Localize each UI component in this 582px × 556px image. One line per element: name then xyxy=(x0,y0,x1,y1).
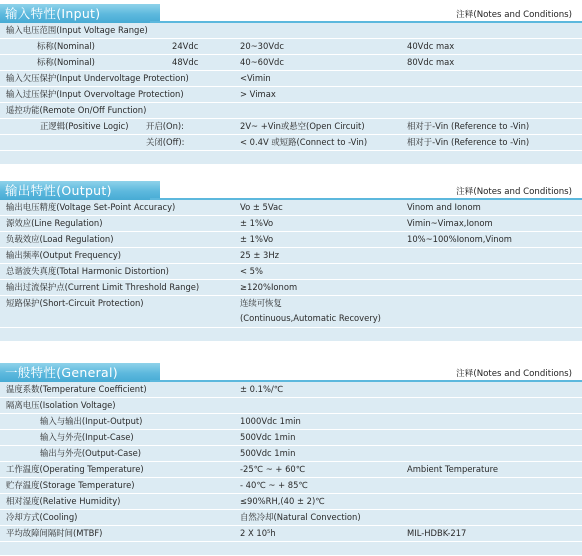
table-row xyxy=(0,200,582,216)
spec-value: ± 0.1%/℃ xyxy=(240,384,284,394)
output-section xyxy=(0,181,582,342)
spec-value: <Vimin xyxy=(240,73,271,83)
spec-value: ± 1%Vo xyxy=(240,218,274,228)
table-row xyxy=(0,462,582,478)
spacer-row xyxy=(0,542,582,556)
param-label: 标称(Nominal) xyxy=(37,41,95,51)
spec-value: 自然冷却(Natural Convection) xyxy=(240,512,361,522)
param-label: 输入与输出(Input-Output) xyxy=(40,416,143,426)
table-row xyxy=(0,39,582,55)
notes-header: 注释(Notes and Conditions) xyxy=(456,369,572,379)
general-title: 一般特性(General) xyxy=(0,363,160,382)
table-row xyxy=(0,296,582,328)
nominal-value: 48Vdc xyxy=(172,57,199,67)
spec-value: ≥120%Ionom xyxy=(240,282,298,292)
param-label: 输出过流保护点(Current Limit Threshold Range) xyxy=(6,282,200,292)
output-table xyxy=(0,200,582,342)
param-label: 输入欠压保护(Input Undervoltage Protection) xyxy=(6,73,189,83)
note-value: MIL-HDBK-217 xyxy=(407,528,467,538)
table-row xyxy=(0,382,582,398)
param-label: 贮存温度(Storage Temperature) xyxy=(6,480,135,490)
table-row xyxy=(0,430,582,446)
table-row xyxy=(0,494,582,510)
param-label: 冷却方式(Cooling) xyxy=(6,512,78,522)
spec-value: 连续可恢复 xyxy=(240,298,282,308)
param-label: 遥控功能(Remote On/Off Function) xyxy=(6,105,147,115)
param-label: 总谐波失真度(Total Harmonic Distortion) xyxy=(6,266,169,276)
param-label: 负载效应(Load Regulation) xyxy=(6,234,114,244)
table-row xyxy=(0,398,582,414)
param-label: 源效应(Line Regulation) xyxy=(6,218,103,228)
table-row xyxy=(0,87,582,103)
spec-value: - 40℃ ~ + 85℃ xyxy=(240,480,308,490)
param-label: 输出频率(Output Frequency) xyxy=(6,250,122,260)
spacer-row xyxy=(0,328,582,342)
input-section xyxy=(0,4,582,165)
table-row xyxy=(0,55,582,71)
table-row xyxy=(0,526,582,542)
table-row xyxy=(0,232,582,248)
param-label: 短路保护(Short-Circuit Protection) xyxy=(6,298,144,308)
note-value: 相对于-Vin (Reference to -Vin) xyxy=(407,121,530,131)
nominal-value: 24Vdc xyxy=(172,41,199,51)
table-row xyxy=(0,478,582,494)
spec-value: -25℃ ~ + 60℃ xyxy=(240,464,306,474)
note-value: Vinom and Ionom xyxy=(407,202,481,212)
note-value: 相对于-Vin (Reference to -Vin) xyxy=(407,137,530,147)
spec-value: < 0.4V 或短路(Connect to -Vin) xyxy=(240,137,368,147)
notes-header: 注释(Notes and Conditions) xyxy=(456,10,572,20)
param-label: 相对湿度(Relative Humidity) xyxy=(6,496,121,506)
spec-value: Vo ± 5Vac xyxy=(240,202,283,212)
spec-value: < 5% xyxy=(240,266,263,276)
output-header xyxy=(0,181,582,200)
param-label: 输出电压精度(Voltage Set-Point Accuracy) xyxy=(6,202,176,212)
note-value: 40Vdc max xyxy=(407,41,455,51)
param-label: 标称(Nominal) xyxy=(37,57,95,67)
note-value: 80Vdc max xyxy=(407,57,455,67)
param-label: 温度系数(Temperature Coefficient) xyxy=(6,384,147,394)
spec-value: 25 ± 3Hz xyxy=(240,250,280,260)
spec-value-english: (Continuous,Automatic Recovery) xyxy=(240,313,381,323)
note-value: 10%~100%Ionom,Vinom xyxy=(407,234,512,244)
table-row xyxy=(0,510,582,526)
notes-header: 注释(Notes and Conditions) xyxy=(456,187,572,197)
spec-value: 2V~ +Vin或悬空(Open Circuit) xyxy=(240,121,365,131)
table-row xyxy=(0,446,582,462)
general-section xyxy=(0,363,582,556)
table-row xyxy=(0,216,582,232)
spec-value: ≤90%RH,(40 ± 2)℃ xyxy=(240,496,325,506)
table-row xyxy=(0,414,582,430)
spec-value: 500Vdc 1min xyxy=(240,432,296,442)
note-value: Ambient Temperature xyxy=(407,464,498,474)
input-header xyxy=(0,4,582,23)
table-row xyxy=(0,135,582,151)
general-header xyxy=(0,363,582,382)
spec-value: > Vimax xyxy=(240,89,276,99)
param-label: 隔离电压(Isolation Voltage) xyxy=(6,400,116,410)
spec-value: 500Vdc 1min xyxy=(240,448,296,458)
param-label: 正逻辑(Positive Logic) xyxy=(40,121,129,131)
note-value: Vimin~Vimax,Ionom xyxy=(407,218,493,228)
table-row xyxy=(0,103,582,119)
param-label: 工作温度(Operating Temperature) xyxy=(6,464,144,474)
table-row xyxy=(0,264,582,280)
table-row xyxy=(0,119,582,135)
param-label: 输入与外壳(Input-Case) xyxy=(40,432,134,442)
range-value: 20~30Vdc xyxy=(240,41,284,51)
output-title: 输出特性(Output) xyxy=(0,181,160,200)
spacer-row xyxy=(0,151,582,165)
spec-value: 2 X 10⁵h xyxy=(240,528,276,538)
param-label: 输出与外壳(Output-Case) xyxy=(40,448,142,458)
table-row xyxy=(0,248,582,264)
general-table xyxy=(0,382,582,556)
table-row xyxy=(0,280,582,296)
table-row xyxy=(0,71,582,87)
param-label: 输入电压范围(Input Voltage Range) xyxy=(6,25,148,35)
state-label: 关闭(Off): xyxy=(146,137,185,147)
table-row xyxy=(0,23,582,39)
input-title: 输入特性(Input) xyxy=(0,4,160,23)
spec-value: 1000Vdc 1min xyxy=(240,416,301,426)
input-table xyxy=(0,23,582,165)
range-value: 40~60Vdc xyxy=(240,57,284,67)
state-label: 开启(On): xyxy=(146,121,185,131)
spec-value: ± 1%Vo xyxy=(240,234,274,244)
param-label: 输入过压保护(Input Overvoltage Protection) xyxy=(6,89,184,99)
param-label: 平均故障间隔时间(MTBF) xyxy=(6,528,103,538)
